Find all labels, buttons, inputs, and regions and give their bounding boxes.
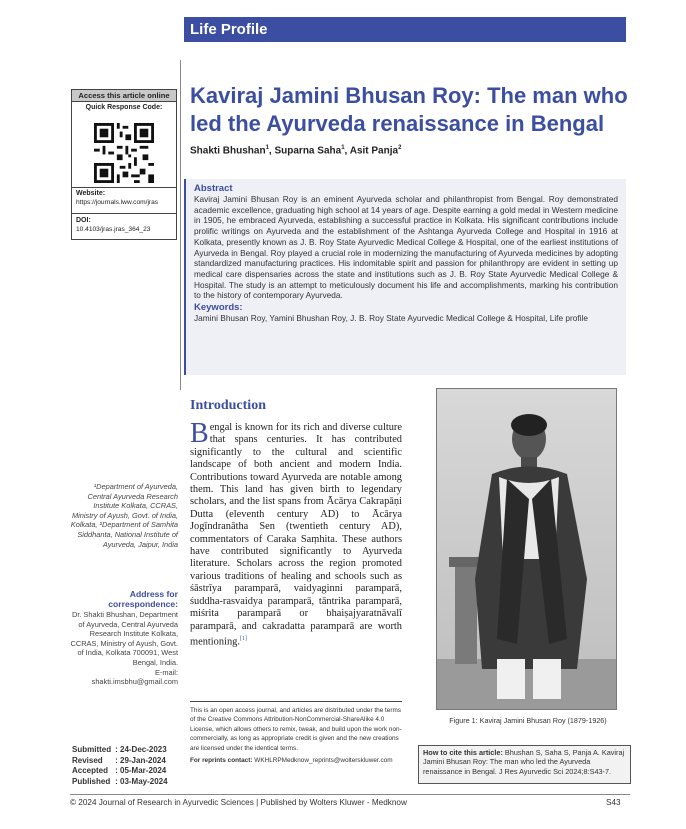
doi-link[interactable]: 10.4103/jras.jras_364_23 <box>76 226 151 233</box>
portrait-photo <box>436 388 617 710</box>
author-name: Suparna Saha <box>274 145 342 157</box>
date-label: Submitted <box>72 745 112 754</box>
website-link[interactable]: https://journals.lww.com/jras <box>76 199 159 206</box>
footer-divider <box>70 794 630 795</box>
license-text: This is an open access journal, and articles are distributed under the terms of the Creative Commons Attribution-NonCommercial-ShareAlike 4.0 License, which allows others to remix, tweak, and build upon the work non-commercially, as long as appropriate credit is given and the new creations are licensed under the identical terms. <box>190 707 402 752</box>
cite-label: How to cite this article: <box>423 748 503 757</box>
date-label: Revised <box>72 755 103 765</box>
intro-text: engal is known for its rich and diverse culture that spans centuries. It has contributed significantly to the cultural and scientific landscape of both ancient and modern India. Contributions toward Ayurveda are notable among them. This land has given birth to legendary scholars, and the list spans from Ācārya Cakrapāṇi Dutta (eleventh century AD) to Ācārya Jogīndranātha Sen (twentieth century AD), commentators of Caraka Saṃhita. These authors have contributed significantly to Ayurveda literature. Scholars across the region promoted various traditions of healing and schools such as śāstrīya paramparā, vaidyaginni paramparā, śuddha-rasvaidya paramparā, tāntrika paramparā, miśrita paramparā or bhaiṣajyaratnāvalī paramparā, and cakradatta paramparā are worth mentioning. <box>190 422 402 648</box>
date-value: : 05-Mar-2024 <box>115 766 167 776</box>
qr-code-icon <box>94 123 154 183</box>
keywords-text: Jamini Bhusan Roy, Yamini Bhushan Roy, J. B. Roy State Ayurvedic Medical College & Hospital, Life profile <box>194 313 588 324</box>
date-value: : 29-Jan-2024 <box>115 755 166 765</box>
page-number: S43 <box>606 798 621 807</box>
date-row <box>72 777 168 788</box>
author-list: Shakti Bhushan$^1$, Suparna Saha$^1$, Asit Panja$^2$ <box>190 145 402 157</box>
divider <box>72 187 176 188</box>
date-value: : 03-May-2024 <box>115 776 168 786</box>
section-label: Life Profile <box>184 17 626 42</box>
drop-cap: B <box>190 418 209 449</box>
reprints-email[interactable]: WKHLRPMedknow_reprints@wolterskluwer.com <box>254 757 393 765</box>
intro-heading: Introduction <box>190 398 266 413</box>
author-affiliation-mark: 1 <box>341 145 345 151</box>
correspondence-block <box>70 610 178 687</box>
correspondence-heading: Address for correspondence: <box>108 589 178 609</box>
footer-text: © 2024 Journal of Research in Ayurvedic Sciences | Published by Wolters Kluwer - Medknow <box>70 798 407 807</box>
abstract-box <box>184 179 626 375</box>
correspondence-email[interactable]: E-mail: shakti.imsbhu@gmail.com <box>91 667 178 687</box>
intro-paragraph <box>190 418 402 649</box>
date-row <box>72 756 168 767</box>
citation-ref[interactable]: [1] <box>239 635 247 642</box>
cite-text: Bhushan S, Saha S, Panja A. Kaviraj Jamini Bhusan Roy: The man who led the Ayurveda renaissance in Bengal. J Res Ayurvedic Sci 2024;8:S43-7. <box>423 748 625 776</box>
date-row <box>72 745 168 756</box>
access-heading: Access this article online <box>72 90 176 102</box>
article-title: Kaviraj Jamini Bhusan Roy: The man who led the Ayurveda renaissance in Bengal <box>190 83 628 136</box>
dates-table <box>72 745 168 787</box>
keywords-heading: Keywords: <box>194 302 243 314</box>
date-row <box>72 766 168 777</box>
author-affiliation-mark: 1 <box>265 145 269 151</box>
portrait-illustration <box>437 389 617 710</box>
website-label: Website: <box>76 190 106 197</box>
qr-label: Quick Response Code: <box>85 104 163 111</box>
abstract-text: Kaviraj Jamini Bhusan Roy is an eminent Ayurveda scholar and philanthropist from Bengal. Roy demonstrated academic excellence, graduating high school at 14 years of age. Despite earning a gold medal in Western medicine in 1905, he embraced Ayurveda, establishing a successful practice in Kolkata. His significant contributions include prolific writings on Ayurveda and the establishment of the Ashtanga Ayurveda College and Hospital in 1916 at Kolkata, presently known as J. B. Roy State Ayurvedic Medical College & Hospital, one of the earliest institutions of Ayurveda in Bengal. Roy played a crucial role in modernizing the manufacturing of Ayurveda medicines by adopting standardized manufacturing practices. His indomitable spirit and passion for philanthropy are evident in setting up medical care dispensaries across the state and institutions such as J. B. Roy State Ayurvedic Medical College & Hospital. The study is an attempt to meticulously document his life and accomplishments, marking his contribution to the history of contemporary Ayurveda. <box>194 194 618 301</box>
author-name: Asit Panja <box>349 145 399 157</box>
divider <box>72 213 176 214</box>
author-name: Shakti Bhushan <box>190 145 266 157</box>
citation-box <box>418 745 631 784</box>
doi-label: DOI: <box>76 217 91 224</box>
figure-caption: Figure 1: Kaviraj Jamini Bhusan Roy (1879-1926) <box>449 716 607 725</box>
access-panel <box>71 89 177 240</box>
column-divider <box>180 60 181 390</box>
reprints-label: For reprints contact: <box>190 757 253 765</box>
date-label: Accepted <box>72 766 109 776</box>
affiliations: ¹Department of Ayurveda, Central Ayurveda Research Institute Kolkata, CCRAS, Ministry of Ayush, Govt. of India, Kolkata, ²Department of Samhita Siddhanta, National Institute of Ayurveda, Jaipur, India <box>70 482 178 549</box>
date-value: : 24-Dec-2023 <box>115 745 167 754</box>
date-label: Published <box>72 776 111 786</box>
correspondence-address: Dr. Shakti Bhushan, Department of Ayurveda, Central Ayurveda Research Institute Kolkata, CCRAS, Ministry of Ayush, Govt. of India, Kolkata 700091, West Bengal, India. <box>70 610 178 667</box>
license-note <box>190 701 402 765</box>
abstract-heading: Abstract <box>194 183 233 194</box>
author-affiliation-mark: 2 <box>398 145 402 151</box>
